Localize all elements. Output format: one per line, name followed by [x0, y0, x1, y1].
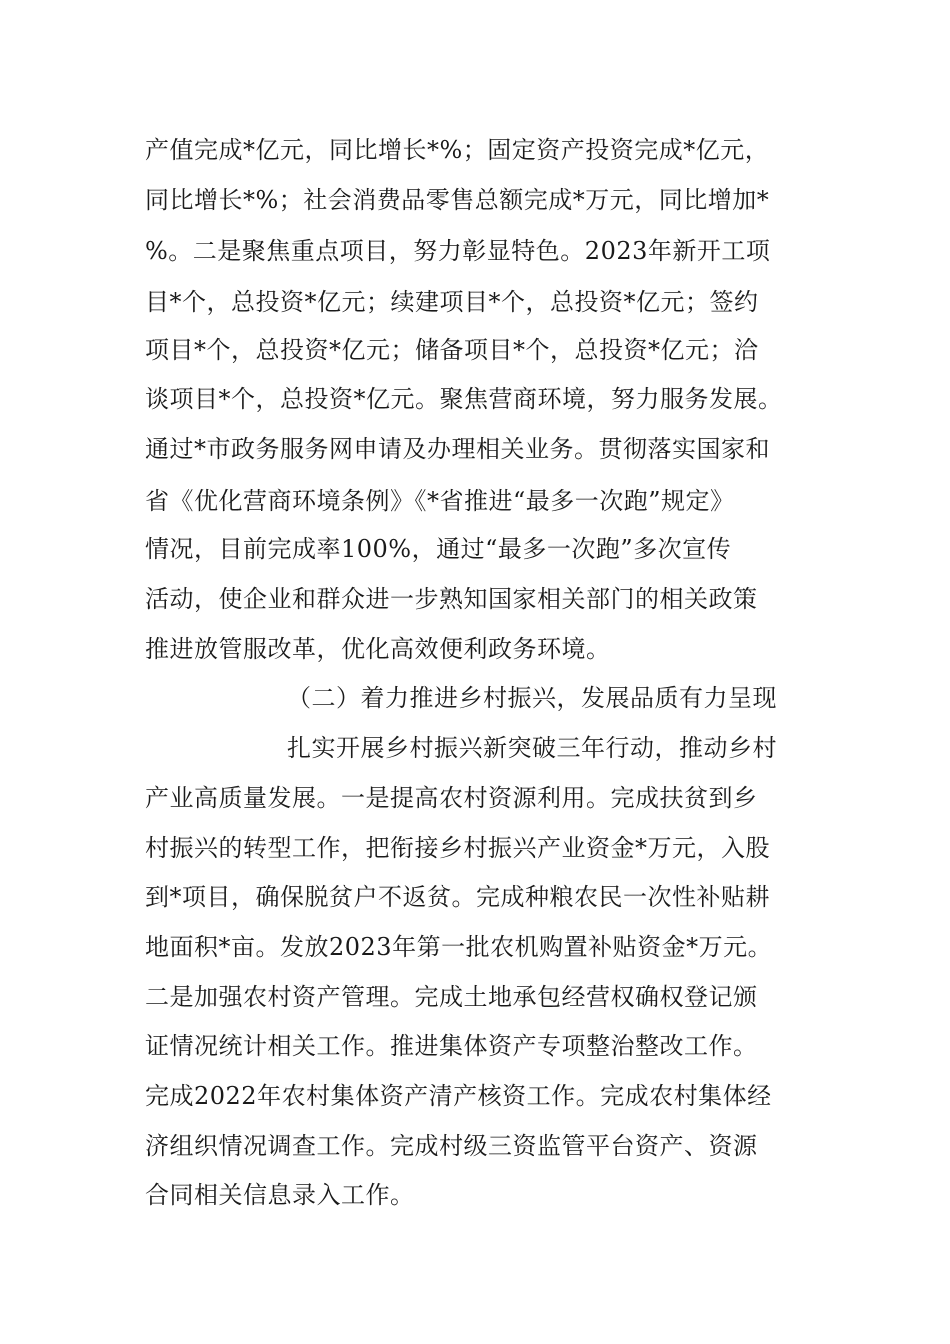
text-line: 产业高质量发展。一是提高农村资源利用。完成扶贫到乡	[145, 784, 758, 812]
text-line: 推进放管服改革，优化高效便利政务环境。	[145, 635, 611, 663]
text-line: 到*项目，确保脱贫户不返贫。完成种粮农民一次性补贴耕	[145, 883, 770, 911]
text-line: 扎实开展乡村振兴新突破三年行动，推动乡村	[287, 734, 777, 762]
text-line: 情况，目前完成率100%，通过“最多一次跑”多次宣传	[145, 535, 732, 563]
text-line: 目*个，总投资*亿元；续建项目*个，总投资*亿元；签约	[145, 288, 759, 316]
text-line: 产值完成*亿元，同比增长*%；固定资产投资完成*亿元，	[145, 136, 770, 164]
text-line: 证情况统计相关工作。推进集体资产专项整治整改工作。	[145, 1032, 758, 1060]
text-line: 二是加强农村资产管理。完成土地承包经营权确权登记颁	[145, 983, 758, 1011]
text-line: 省《优化营商环境条例》《*省推进“最多一次跑”规定》	[145, 487, 735, 515]
section-heading: （二）着力推进乡村振兴，发展品质有力呈现	[287, 684, 777, 712]
text-line: 济组织情况调查工作。完成村级三资监管平台资产、资源	[145, 1132, 758, 1160]
text-line: 活动，使企业和群众进一步熟知国家相关部门的相关政策	[145, 585, 758, 613]
text-line: 项目*个，总投资*亿元；储备项目*个，总投资*亿元；洽	[145, 336, 759, 364]
text-line: 村振兴的转型工作，把衔接乡村振兴产业资金*万元，入股	[145, 834, 770, 862]
text-line: 谈项目*个，总投资*亿元。聚焦营商环境，努力服务发展。	[145, 385, 783, 413]
text-line: 地面积*亩。发放2023年第一批农机购置补贴资金*万元。	[145, 933, 773, 961]
text-line: %。二是聚焦重点项目，努力彰显特色。2023年新开工项	[145, 237, 771, 265]
text-line: 同比增长*%；社会消费品零售总额完成*万元，同比增加*	[145, 186, 770, 214]
text-line: 合同相关信息录入工作。	[145, 1181, 415, 1209]
text-line: 完成2022年农村集体资产清产核资工作。完成农村集体经	[145, 1082, 772, 1110]
text-line: 通过*市政务服务网申请及办理相关业务。贯彻落实国家和	[145, 435, 770, 463]
